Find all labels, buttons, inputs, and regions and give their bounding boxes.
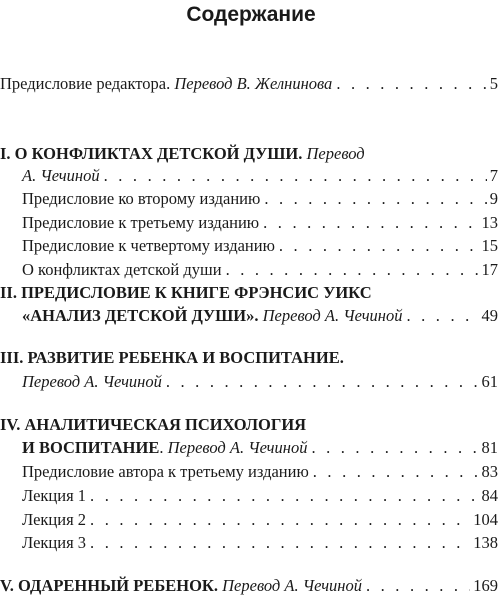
dot-leader xyxy=(309,461,479,483)
toc-page-number: 104 xyxy=(473,510,498,529)
toc-page-number: 5 xyxy=(489,74,498,93)
toc-entry-text: А. Чечиной xyxy=(22,166,100,185)
toc-entry-text: Перевод А. Чечиной xyxy=(222,576,362,595)
toc-entry-title xyxy=(22,188,260,210)
toc-entry-text: IV. АНАЛИТИЧЕСКАЯ ПСИХОЛОГИЯ xyxy=(0,415,307,434)
toc-page-number: 61 xyxy=(481,372,498,391)
toc-entry-text: Предисловие ко второму изданию xyxy=(22,189,261,208)
toc-entry xyxy=(0,305,502,327)
toc-entry xyxy=(0,461,502,483)
toc-entry-text: Лекция 1 xyxy=(22,486,87,505)
toc-entry-title xyxy=(0,348,344,367)
toc-entry-text: Перевод А. Чечиной xyxy=(262,306,403,325)
toc-entry-text: III. РАЗВИТИЕ РЕБЕНКА И ВОСПИТАНИЕ. xyxy=(0,348,344,367)
toc-entry-text: V. ОДАРЕННЫЙ РЕБЕНОК. xyxy=(0,576,223,595)
dot-leader xyxy=(307,437,478,459)
dot-leader xyxy=(86,532,470,554)
toc-entry xyxy=(0,212,502,234)
dot-leader xyxy=(162,371,479,393)
toc-entry-title xyxy=(22,235,275,257)
toc-entry-text: Перевод В. Желнинова xyxy=(174,74,333,93)
toc-page-number: 17 xyxy=(481,260,498,279)
toc-page-number: 169 xyxy=(473,576,498,595)
toc-entry xyxy=(0,437,502,459)
toc-entry-text: I. О КОНФЛИКТАХ ДЕТСКОЙ ДУШИ. xyxy=(0,144,307,163)
toc-entry-title xyxy=(22,461,309,483)
toc-entry-title xyxy=(22,532,86,554)
dot-leader xyxy=(100,165,487,187)
toc-entry-title xyxy=(22,305,403,327)
toc-entry-title xyxy=(22,212,259,234)
toc-entry-title xyxy=(22,371,162,393)
toc-entry-text: Перевод А. Чечиной xyxy=(167,438,308,457)
dot-leader xyxy=(86,485,478,507)
dot-leader xyxy=(86,509,470,531)
toc-entry xyxy=(0,143,502,165)
toc-page-number: 81 xyxy=(481,438,498,457)
toc-page-number: 84 xyxy=(481,486,498,505)
toc-entry xyxy=(0,371,502,393)
toc-entry xyxy=(0,73,502,95)
toc-entry-text: И ВОСПИТАНИЕ xyxy=(22,438,160,457)
toc-entry-text: Предисловие автора к третьему изданию xyxy=(22,462,309,481)
toc-page-number: 49 xyxy=(481,306,498,325)
toc-entry-text: Лекция 2 xyxy=(22,510,87,529)
toc-entry xyxy=(0,165,502,187)
toc-entry-title xyxy=(22,437,307,459)
toc-entry-title xyxy=(22,509,86,531)
toc-page-number: 138 xyxy=(473,533,498,552)
toc-entry xyxy=(0,414,502,436)
toc-page-number: 15 xyxy=(481,236,498,255)
dot-leader xyxy=(332,73,486,95)
toc-entry xyxy=(0,347,502,369)
toc-entry-title xyxy=(22,259,222,281)
toc-entry-title xyxy=(0,575,362,597)
toc-entry xyxy=(0,235,502,257)
toc-entry-title xyxy=(0,283,372,302)
page-title: Содержание xyxy=(186,3,316,26)
toc-entry-text: О конфликтах детской души xyxy=(22,260,222,279)
toc-page-number: 13 xyxy=(481,213,498,232)
toc-entry-text: II. ПРЕДИСЛОВИЕ К КНИГЕ ФРЭНСИС УИКС xyxy=(0,283,372,302)
toc-page-number: 83 xyxy=(481,462,498,481)
toc-entry xyxy=(0,509,502,531)
toc-entry xyxy=(0,575,502,597)
dot-leader xyxy=(222,259,479,281)
toc-entry-title xyxy=(22,165,100,187)
toc-entry-text: Перевод xyxy=(306,144,365,163)
dot-leader xyxy=(275,235,479,257)
toc-entry xyxy=(0,485,502,507)
dot-leader xyxy=(259,212,478,234)
dot-leader xyxy=(362,575,470,597)
toc-entry xyxy=(0,188,502,210)
dot-leader xyxy=(403,305,479,327)
toc-entry-title xyxy=(0,73,332,95)
toc-page-number: 9 xyxy=(489,189,498,208)
toc-entry-title xyxy=(22,485,86,507)
toc-entry-title xyxy=(0,144,365,163)
toc-entry-text: «АНАЛИЗ ДЕТСКОЙ ДУШИ». xyxy=(22,306,263,325)
toc-entry-title xyxy=(0,415,306,434)
toc-entry-text: Лекция 3 xyxy=(22,533,87,552)
toc-entry-text: Предисловие редактора. xyxy=(0,74,175,93)
toc-entry xyxy=(0,532,502,554)
toc-entry xyxy=(0,259,502,281)
dot-leader xyxy=(260,188,486,210)
toc-page-number: 7 xyxy=(489,166,498,185)
toc-entry-text: Перевод А. Чечиной xyxy=(22,372,162,391)
toc-entry-text: Предисловие к четвертому изданию xyxy=(22,236,275,255)
toc-entry-text: Предисловие к третьему изданию xyxy=(22,213,260,232)
toc-entry-text: . xyxy=(159,438,168,457)
toc-entry xyxy=(0,282,502,304)
